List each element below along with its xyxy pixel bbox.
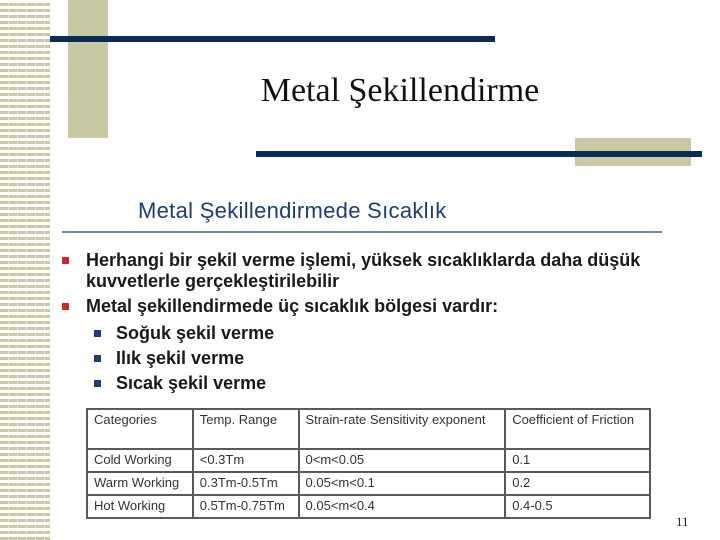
sub-bullet-item: Sıcak şekil verme: [86, 373, 672, 394]
table-header-cell: Temp. Range: [193, 409, 299, 449]
temperature-table: [86, 408, 651, 519]
table-cell: 0.05<m<0.1: [299, 472, 506, 495]
table-cell: 0.2: [505, 472, 650, 495]
table-header-cell: Strain-rate Sensitivity exponent: [299, 409, 506, 449]
table-row: [87, 472, 650, 495]
table-cell: Warm Working: [87, 472, 193, 495]
bullet-text: Metal şekillendirmede üç sıcaklık bölgesi vardır:: [86, 296, 499, 316]
table-header-row: [87, 409, 650, 449]
table-cell: 0.1: [505, 449, 650, 472]
table-header-cell: Categories: [87, 409, 193, 449]
table-row: [87, 495, 650, 518]
heading-divider: [62, 231, 662, 233]
navy-decor-bar-top: [50, 36, 495, 42]
table-header-cell: Coefficient of Friction: [505, 409, 650, 449]
page-number: 11: [676, 514, 689, 529]
section-heading: Metal Şekillendirmede Sıcaklık: [138, 198, 447, 223]
table-cell: Hot Working: [87, 495, 193, 518]
slide-title: Metal Şekillendirme: [260, 72, 540, 109]
table-cell: 0<m<0.05: [299, 449, 506, 472]
sub-bullet-item: Ilık şekil verme: [86, 348, 672, 369]
table-cell: 0.3Tm-0.5Tm: [193, 472, 299, 495]
table-cell: 0.5Tm-0.75Tm: [193, 495, 299, 518]
left-stripe-decoration: [0, 0, 50, 540]
table-cell: 0.4-0.5: [505, 495, 650, 518]
table-cell: 0.05<m<0.4: [299, 495, 506, 518]
table-row: [87, 449, 650, 472]
olive-decor-block-top: [68, 0, 108, 138]
sub-bullet-item: Soğuk şekil verme: [86, 323, 672, 344]
bullet-list: [62, 250, 672, 398]
table-cell: <0.3Tm: [193, 449, 299, 472]
sub-bullet-list: [86, 323, 672, 394]
navy-decor-bar-mid: [256, 151, 702, 157]
bullet-item: [62, 296, 672, 394]
bullet-item: Herhangi bir şekil verme işlemi, yüksek sıcaklıklarda daha düşük kuvvetlerle gerçekleştirilebilir: [62, 250, 672, 292]
table-cell: Cold Working: [87, 449, 193, 472]
